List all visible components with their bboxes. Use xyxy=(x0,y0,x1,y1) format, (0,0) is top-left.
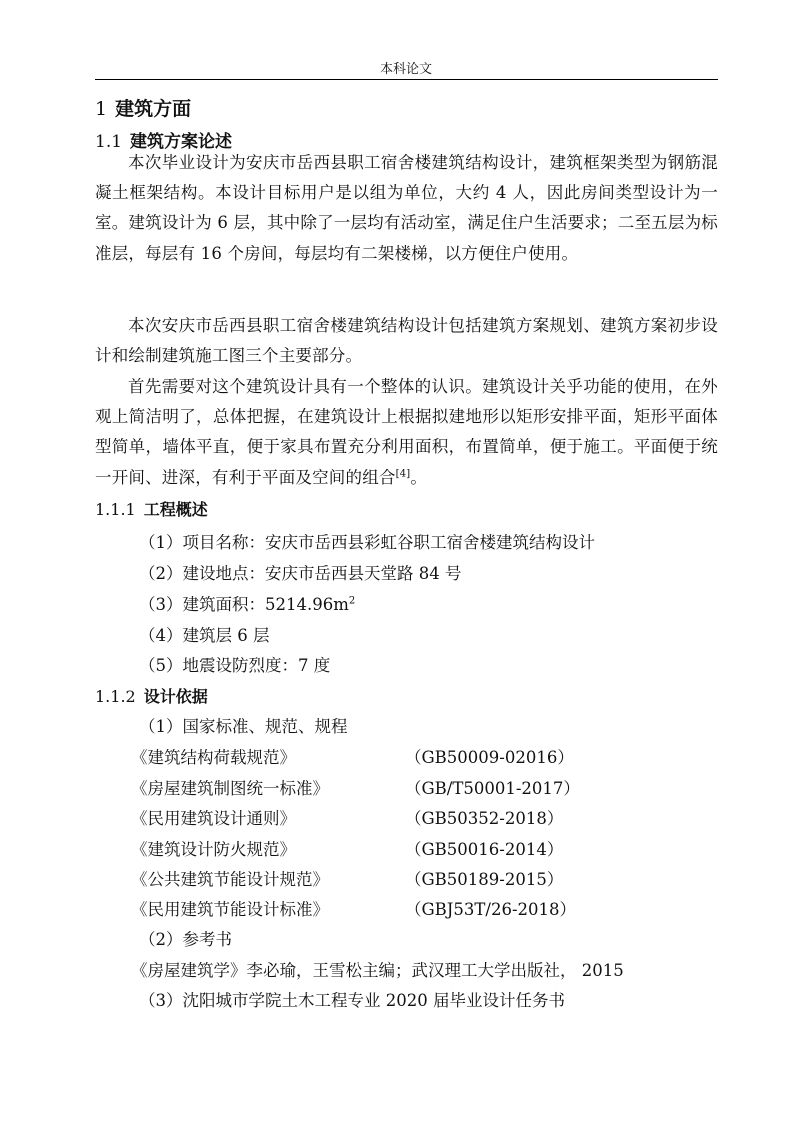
section-number: 1.1 xyxy=(95,132,123,152)
standard-name: 《房屋建筑制图统一标准》 xyxy=(131,779,329,798)
section-number: 1.1.1 xyxy=(95,500,136,519)
standard-code: （GB50009-02016） xyxy=(405,748,574,767)
overview-item-text: （3）建筑面积：5214.96m xyxy=(139,595,349,614)
standard-code: （GB/T50001-2017） xyxy=(405,779,580,798)
standard-code: （GB50352-2018） xyxy=(405,809,564,828)
section-1-1-2-heading xyxy=(95,685,208,709)
basis-item: （3）沈阳城市学院土木工程专业 2020 届毕业设计任务书 xyxy=(139,991,565,1010)
section-title: 工程概述 xyxy=(143,500,208,519)
paragraph-3-end: 。 xyxy=(410,467,428,487)
paragraph-3 xyxy=(95,372,718,493)
paragraph-2: 本次安庆市岳西县职工宿舍楼建筑结构设计包括建筑方案规划、建筑方案初步设计和绘制建筑施工图三个主要部分。 xyxy=(95,316,718,366)
section-1-heading xyxy=(95,96,191,122)
paragraph-3-text: 首先需要对这个建筑设计具有一个整体的认识。建筑设计关乎功能的使用，在外观上简洁明了，总体把握，在建筑设计上根据拟建地形以矩形安排平面，矩形平面体型简单，墙体平直，便于家具布置充分利用面积，布置简单，便于施工。平面便于统一开间、进深，有利于平面及空间的组合 xyxy=(95,377,718,487)
section-1-1-1-heading xyxy=(95,498,208,522)
citation: [4] xyxy=(395,468,411,480)
overview-item xyxy=(139,593,355,617)
overview-item: （1）项目名称：安庆市岳西县彩虹谷职工宿舍楼建筑结构设计 xyxy=(139,533,595,552)
basis-item: （1）国家标准、规范、规程 xyxy=(139,717,348,736)
overview-item: （2）建设地点：安庆市岳西县天堂路 84 号 xyxy=(139,564,462,583)
overview-item: （5）地震设防烈度：7 度 xyxy=(139,656,331,675)
superscript: 2 xyxy=(348,595,356,607)
section-title: 设计依据 xyxy=(143,687,208,706)
header-divider xyxy=(95,79,718,80)
standard-code: （GBJ53T/26-2018） xyxy=(405,900,577,919)
standard-name: 《建筑设计防火规范》 xyxy=(131,840,296,859)
standard-code: （GB50189-2015） xyxy=(405,870,564,889)
overview-item: （4）建筑层 6 层 xyxy=(139,626,270,645)
section-number: 1.1.2 xyxy=(95,687,136,706)
paragraph-1: 本次毕业设计为安庆市岳西县职工宿舍楼建筑结构设计，建筑框架类型为钢筋混凝土框架结构。本设计目标用户是以组为单位，大约 4 人，因此房间类型设计为一室。建筑设计为 6 层，其中除了一层均有活动室，满足住户生活要求；二至五层为标准层，每层有 16 个房间，每层均有二架楼梯，以方便住户使用。 xyxy=(95,153,718,263)
section-title: 建筑方面 xyxy=(115,98,192,120)
standard-name: 《民用建筑设计通则》 xyxy=(131,809,296,828)
basis-item: （2）参考书 xyxy=(139,930,232,949)
reference-book: 《房屋建筑学》李必瑜，王雪松主编；武汉理工大学出版社， 2015 xyxy=(131,961,624,980)
section-number: 1 xyxy=(95,98,108,120)
standard-name: 《民用建筑节能设计标准》 xyxy=(131,900,329,919)
standard-code: （GB50016-2014） xyxy=(405,840,564,859)
standard-name: 《公共建筑节能设计规范》 xyxy=(131,870,329,889)
section-title: 建筑方案论述 xyxy=(130,132,233,152)
standard-name: 《建筑结构荷载规范》 xyxy=(131,748,296,767)
page-header: 本科论文 xyxy=(379,62,432,77)
